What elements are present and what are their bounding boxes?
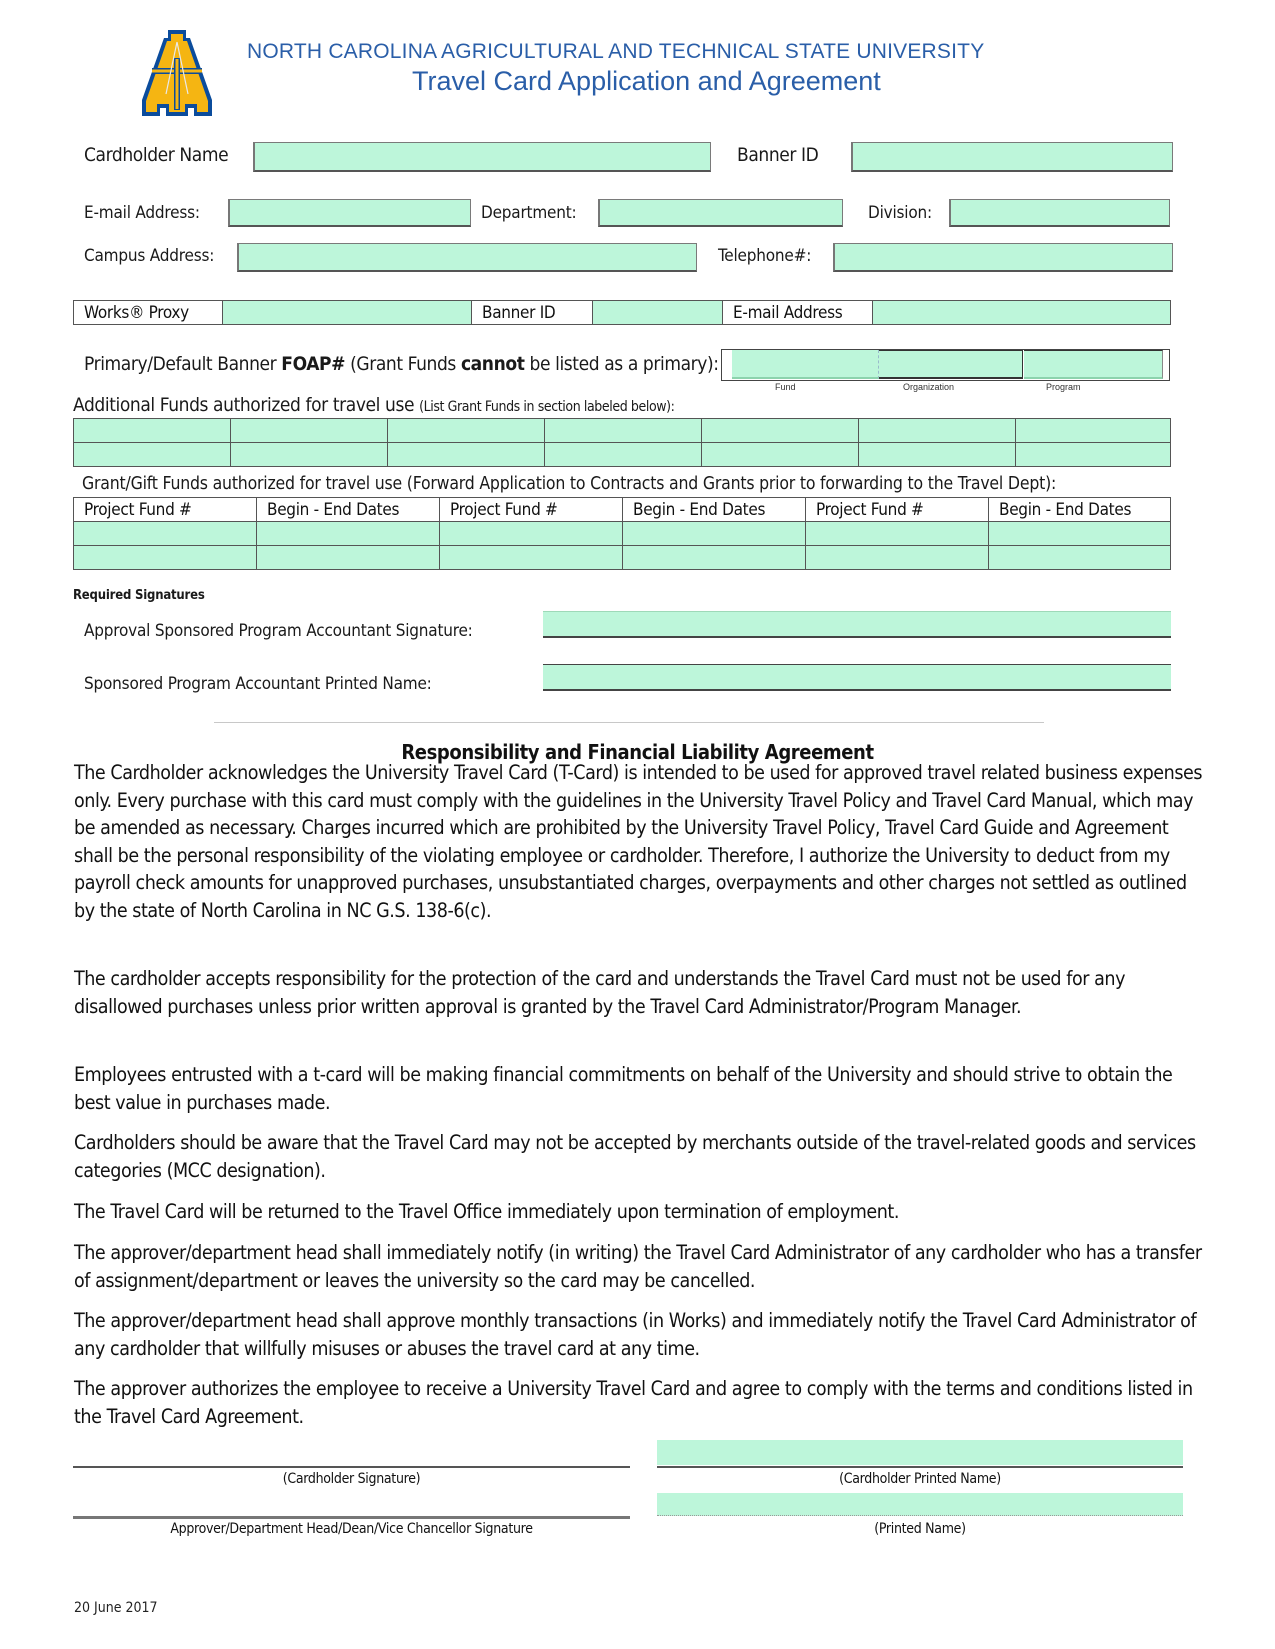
approver-printed-name-caption: (Printed Name) [874,1521,966,1537]
additional-funds-cell[interactable] [74,419,231,443]
campus-address-field[interactable] [237,243,697,272]
grant-funds-label: Grant/Gift Funds authorized for travel use (Forward Application to Contracts and Grants prior to forwarding to the Travel Dept): [82,474,1057,494]
grant-funds-cell[interactable] [806,522,989,546]
additional-funds-table [73,418,1171,467]
ncat-aggie-logo-icon [138,28,216,118]
agreement-paragraph-2: The cardholder accepts responsibility for the protection of the card and understands the Travel Card must not be used for any disallowed purchases unless prior written approval is granted by the Travel Card Administrator/Program Manager. [74,967,1126,1018]
cardholder-printed-name-field[interactable] [657,1440,1183,1465]
additional-funds-cell[interactable] [74,443,231,467]
agreement-paragraph-3: Employees entrusted with a t-card will be making financial commitments on behalf of the University and should strive to obtain the best value in purchases made. [74,1063,1173,1114]
foap-label: Primary/Default Banner FOAP# (Grant Funds cannot be listed as a primary): [84,353,719,375]
approver-signature-caption: Approver/Department Head/Dean/Vice Chancellor Signature [170,1521,533,1537]
grant-funds-cell[interactable] [623,546,806,570]
campus-address-label: Campus Address: [84,246,215,266]
university-name: NORTH CAROLINA AGRICULTURAL AND TECHNICAL STATE UNIVERSITY [247,40,985,63]
grant-funds-row [74,522,1171,546]
division-label: Division: [868,203,932,223]
additional-funds-cell[interactable] [702,419,859,443]
foap-organization-field[interactable] [879,350,1023,379]
grant-funds-cell[interactable] [257,522,440,546]
agreement-paragraph-6: The approver/department head shall immediately notify (in writing) the Travel Card Administrator of any cardholder who has a transfer of assignment/department or leaves the university so the card may be cancelled. [74,1241,1202,1292]
grant-funds-cell[interactable] [74,546,257,570]
approval-signature-field[interactable] [543,611,1171,638]
approval-signature-label: Approval Sponsored Program Accountant Signature: [84,621,473,641]
grant-funds-row [74,546,1171,570]
foap-organization-sublabel: Organization [903,382,955,392]
agreement-title: Responsibility and Financial Liability Agreement [401,740,874,764]
telephone-label: Telephone#: [718,246,812,266]
required-signatures-heading: Required Signatures [73,588,205,603]
banner-id-label: Banner ID [737,144,819,166]
grant-funds-cell[interactable] [74,522,257,546]
agreement-paragraph-4: Cardholders should be aware that the Travel Card may not be accepted by merchants outside of the travel-related goods and services categories (MCC designation). [74,1131,1196,1182]
foap-program-sublabel: Program [1046,382,1081,392]
accountant-printed-name-label: Sponsored Program Accountant Printed Name: [84,674,432,694]
revision-date: 20 June 2017 [74,1600,158,1616]
additional-funds-cell[interactable] [859,419,1016,443]
proxy-email-field[interactable] [873,301,1171,325]
grant-funds-cell[interactable] [989,546,1171,570]
additional-funds-cell[interactable] [545,443,702,467]
additional-funds-cell[interactable] [388,443,545,467]
grant-funds-cell[interactable] [989,522,1171,546]
additional-funds-cell[interactable] [1016,419,1171,443]
grant-funds-cell[interactable] [440,522,623,546]
additional-funds-row [74,443,1171,467]
proxy-banner-id-label: Banner ID [472,301,593,325]
grant-funds-header-row [74,498,1171,522]
grant-funds-cell[interactable] [623,522,806,546]
additional-funds-cell[interactable] [231,419,388,443]
grant-col-header: Project Fund # [440,498,623,522]
agreement-paragraph-7: The approver/department head shall approve monthly transactions (in Works) and immediately notify the Travel Card Administrator of any cardholder that willfully misuses or abuses the travel card at any time. [74,1309,1197,1360]
cardholder-signature-line[interactable] [73,1466,630,1468]
additional-funds-cell[interactable] [702,443,859,467]
grant-funds-cell[interactable] [440,546,623,570]
form-title: Travel Card Application and Agreement [412,66,881,96]
grant-col-header: Begin - End Dates [623,498,806,522]
foap-box [721,349,1170,381]
cardholder-name-field[interactable] [253,142,711,172]
agreement-paragraph-1: The Cardholder acknowledges the University Travel Card (T-Card) is intended to be used for approved travel related business expenses only. Every purchase with this card must comply with the guidelines in the University Travel Policy and Travel Card Manual, which may be amended as necessary. Charges incurred which are prohibited by the University Travel Policy, Travel Card Guide and Agreement shall be the personal responsibility of the violating employee or cardholder. Therefore, I authorize the University to deduct from my payroll check amounts for unapproved purchases, unsubstantiated charges, overpayments and other charges not settled as outlined by the state of North Carolina in NC G.S. 138-6(c). [74,761,1203,922]
department-field[interactable] [598,199,843,227]
works-proxy-label: Works® Proxy [74,301,223,325]
division-field[interactable] [949,199,1170,227]
cardholder-printed-name-line [657,1466,1183,1468]
additional-funds-cell[interactable] [388,419,545,443]
banner-id-field[interactable] [851,142,1173,172]
agreement-paragraph-8: The approver authorizes the employee to receive a University Travel Card and agree to comply with the terms and conditions listed in the Travel Card Agreement. [74,1377,1193,1428]
additional-funds-row [74,419,1171,443]
grant-col-header: Project Fund # [74,498,257,522]
department-label: Department: [481,203,577,223]
accountant-printed-name-field[interactable] [543,664,1171,691]
works-proxy-table [73,300,1171,325]
additional-funds-cell[interactable] [545,419,702,443]
additional-funds-cell[interactable] [231,443,388,467]
grant-funds-cell[interactable] [257,546,440,570]
cardholder-name-label: Cardholder Name [84,144,229,166]
approver-printed-name-field[interactable] [657,1493,1183,1516]
foap-program-field[interactable] [1024,350,1163,379]
grant-col-header: Project Fund # [806,498,989,522]
foap-fund-field[interactable] [732,350,879,379]
grant-col-header: Begin - End Dates [989,498,1171,522]
additional-funds-cell[interactable] [859,443,1016,467]
cardholder-printed-name-caption: (Cardholder Printed Name) [839,1471,1001,1487]
email-field[interactable] [228,199,471,227]
proxy-banner-id-field[interactable] [593,301,723,325]
cardholder-signature-caption: (Cardholder Signature) [282,1471,421,1487]
telephone-field[interactable] [833,243,1173,272]
proxy-email-label: E-mail Address [723,301,873,325]
grant-funds-cell[interactable] [806,546,989,570]
section-divider [214,722,1044,723]
grant-funds-table [73,497,1171,570]
approver-signature-line[interactable] [73,1516,630,1519]
additional-funds-cell[interactable] [1016,443,1171,467]
email-label: E-mail Address: [84,203,200,223]
foap-fund-sublabel: Fund [775,382,796,392]
works-proxy-field[interactable] [223,301,472,325]
agreement-paragraph-5: The Travel Card will be returned to the Travel Office immediately upon termination of employment. [74,1200,899,1223]
grant-col-header: Begin - End Dates [257,498,440,522]
additional-funds-label: Additional Funds authorized for travel use (List Grant Funds in section labeled below): [73,394,675,416]
